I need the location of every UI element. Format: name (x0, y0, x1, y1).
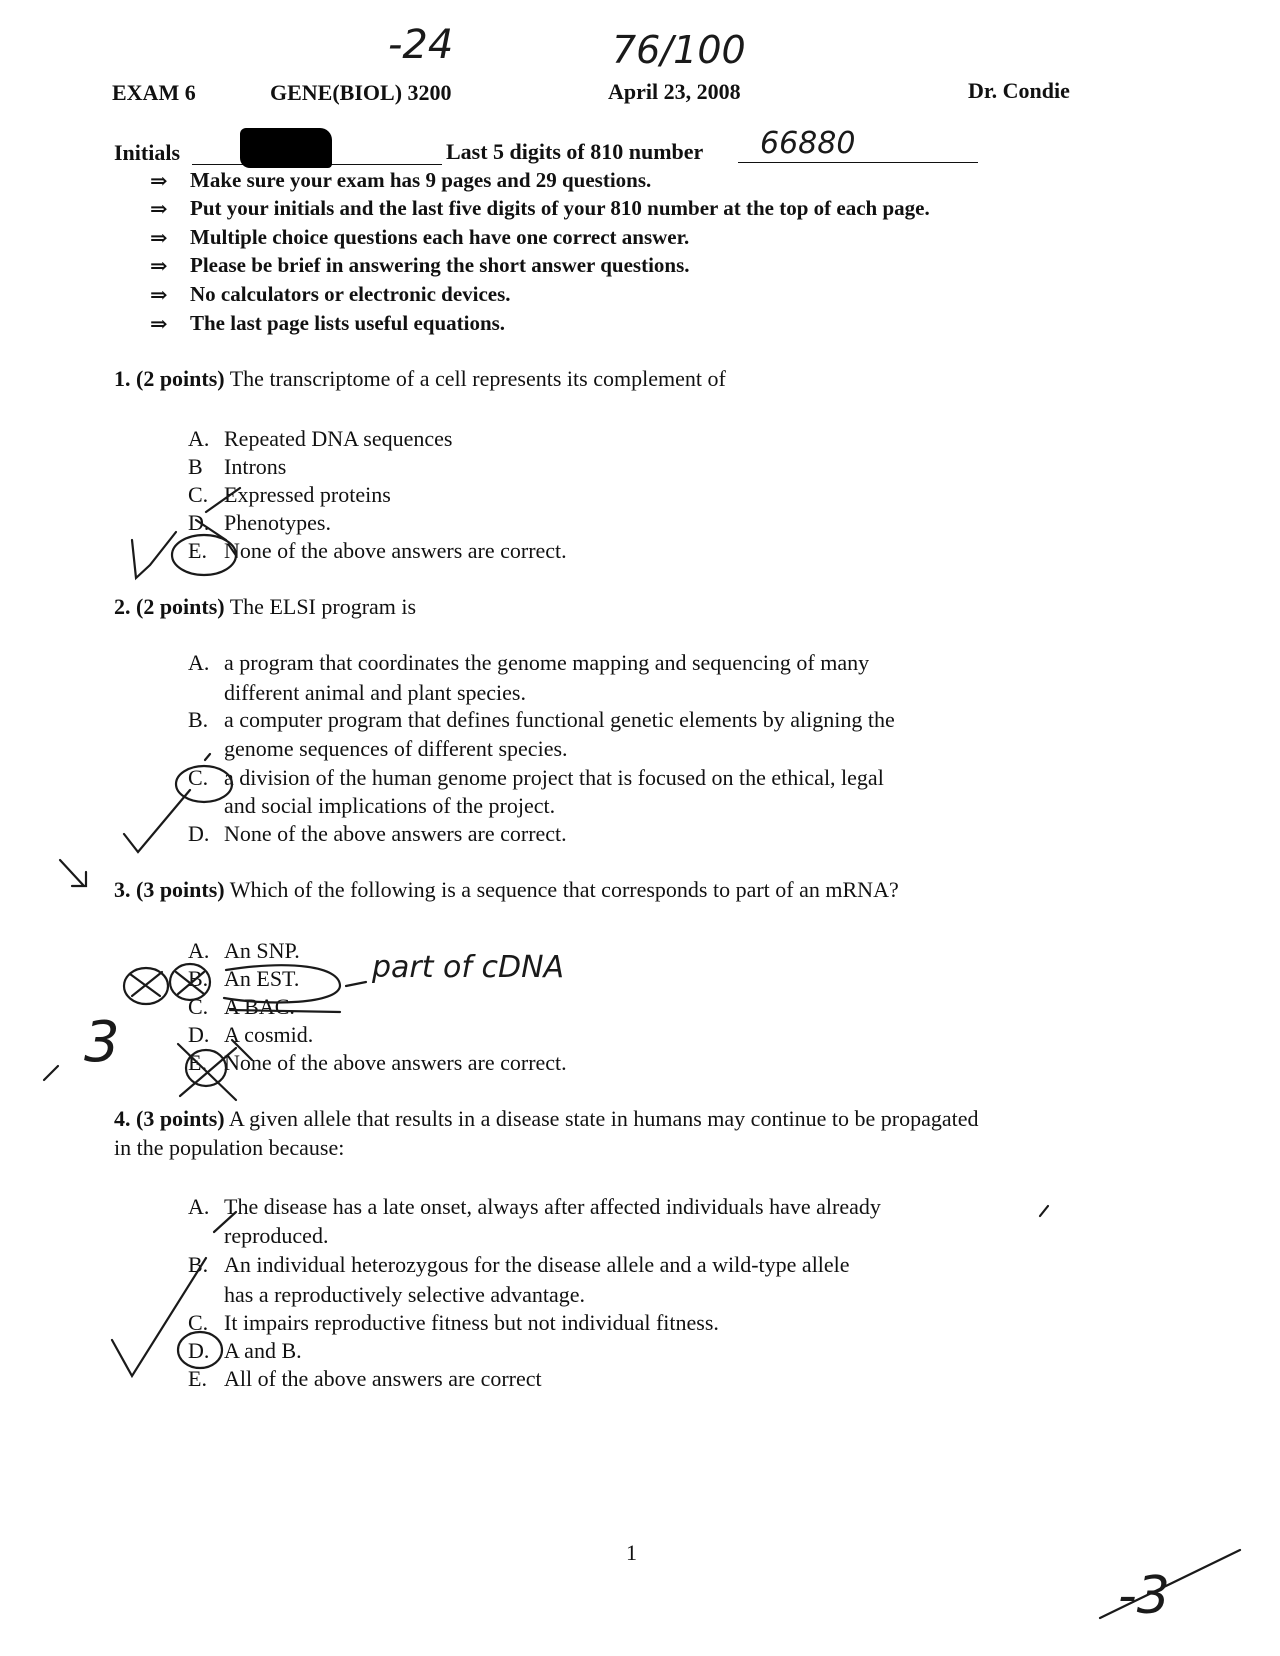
strike-q1-d (196, 520, 226, 540)
option-text: A BAC. (224, 994, 295, 1019)
instruction-item: The last page lists useful equations. (190, 311, 506, 335)
option-letter: C. (188, 994, 209, 1019)
option-letter: E. (188, 1366, 207, 1391)
question-points: (3 points) (136, 877, 225, 902)
option-letter: C. (188, 765, 209, 790)
arrow-mark (60, 860, 86, 886)
strike-q1-c (206, 488, 240, 512)
instructor-name: Dr. Condie (968, 78, 1070, 103)
option-text: None of the above answers are correct. (224, 821, 567, 846)
option-letter: A. (188, 650, 210, 675)
question-text-continued: in the population because: (114, 1135, 345, 1160)
option-letter: E. (188, 538, 207, 563)
instruction-item: Please be brief in answering the short answer questions. (190, 253, 690, 277)
option-letter: B. (188, 966, 209, 991)
instruction-item: No calculators or electronic devices. (190, 282, 511, 306)
option-text: None of the above answers are correct. (224, 538, 567, 563)
strike-q4-a (214, 1212, 236, 1232)
option-text-continued: reproduced. (224, 1223, 329, 1248)
circle-q3-b (224, 965, 340, 1002)
option-text: Introns (224, 454, 287, 479)
option-text: An EST. (224, 966, 300, 991)
question-text: The ELSI program is (229, 594, 417, 619)
exam-label: EXAM 6 (112, 80, 196, 105)
instruction-arrow-icon: ⇒ (150, 197, 168, 221)
question-number: 3. (114, 877, 131, 902)
option-letter: C. (188, 482, 209, 507)
option-text: All of the above answers are correct (224, 1366, 542, 1391)
option-text: a computer program that defines functional genetic elements by aligning the (224, 707, 895, 732)
handwritten-score: 76/100 (612, 28, 746, 72)
id-label: Last 5 digits of 810 number (446, 139, 704, 164)
option-letter: C. (188, 1310, 209, 1335)
option-text-continued: genome sequences of different species. (224, 736, 568, 761)
course-label: GENE(BIOL) 3200 (270, 80, 452, 105)
circle-q4-d (178, 1332, 222, 1368)
circle-q3-e (186, 1050, 226, 1086)
option-letter: B. (188, 707, 209, 732)
question-points: (2 points) (136, 366, 225, 391)
handwritten-q3-note: part of cDNA (372, 950, 565, 985)
initials-label: Initials (114, 140, 181, 165)
option-letter: A. (188, 1194, 210, 1219)
handwritten-page-bottom: -3 (1118, 1566, 1170, 1626)
tick-q2-b (205, 754, 210, 760)
check-mark-q4 (112, 1258, 206, 1376)
option-letter: D. (188, 1338, 210, 1363)
bottom-scribble (1100, 1550, 1240, 1618)
option-text: Repeated DNA sequences (224, 426, 453, 451)
option-text: An individual heterozygous for the disease allele and a wild-type allele (224, 1252, 850, 1277)
option-letter: B. (188, 1252, 209, 1277)
tick-q4-right (1040, 1206, 1048, 1216)
option-text: Phenotypes. (224, 510, 331, 535)
dash-q3-note (346, 982, 366, 986)
handwritten-deduction: -24 (388, 22, 454, 68)
question-text: Which of the following is a sequence that corresponds to part of an mRNA? (229, 877, 899, 902)
option-text-continued: and social implications of the project. (224, 793, 556, 818)
instruction-arrow-icon: ⇒ (150, 283, 168, 307)
question-number: 2. (114, 594, 131, 619)
check-mark-q2 (124, 790, 190, 852)
question-points: (3 points) (136, 1106, 225, 1131)
question-number: 4. (114, 1106, 131, 1131)
question-number: 1. (114, 366, 131, 391)
option-letter: A. (188, 426, 210, 451)
handwritten-id-digits: 66880 (760, 126, 856, 161)
option-letter: D. (188, 1022, 210, 1047)
instruction-arrow-icon: ⇒ (150, 169, 168, 193)
option-text: It impairs reproductive fitness but not individual fitness. (224, 1310, 719, 1335)
option-text: A and B. (224, 1338, 302, 1363)
strike-q3-c (230, 1010, 340, 1012)
option-letter: B (188, 454, 203, 479)
option-text: Expressed proteins (224, 482, 391, 507)
option-letter: D. (188, 821, 210, 846)
option-text: A cosmid. (224, 1022, 314, 1047)
option-text: None of the above answers are correct. (224, 1050, 567, 1075)
option-letter: E. (188, 1050, 207, 1075)
question-text: The transcriptome of a cell represents its complement of (229, 366, 726, 391)
option-text-continued: different animal and plant species. (224, 680, 526, 705)
option-text: The disease has a late onset, always after affected individuals have already (224, 1194, 881, 1219)
question-text: A given allele that results in a disease state in humans may continue to be propagated (228, 1106, 979, 1131)
tick-q3-left (44, 1066, 58, 1080)
instruction-arrow-icon: ⇒ (150, 254, 168, 278)
check-mark-q1 (132, 532, 176, 578)
instruction-arrow-icon: ⇒ (150, 312, 168, 336)
instruction-item: Put your initials and the last five digits of your 810 number at the top of each page. (190, 196, 930, 220)
instruction-item: Multiple choice questions each have one correct answer. (190, 225, 690, 249)
option-text: An SNP. (224, 938, 300, 963)
option-text-continued: has a reproductively selective advantage. (224, 1282, 586, 1307)
option-letter: D. (188, 510, 210, 535)
option-text: a division of the human genome project that is focused on the ethical, legal (224, 765, 884, 790)
instruction-arrow-icon: ⇒ (150, 226, 168, 250)
option-text: a program that coordinates the genome mapping and sequencing of many (224, 650, 870, 675)
page-number: 1 (626, 1540, 637, 1565)
question-points: (2 points) (136, 594, 225, 619)
exam-date: April 23, 2008 (608, 79, 741, 104)
handwritten-q3-points: 3 (84, 1010, 120, 1075)
option-letter: A. (188, 938, 210, 963)
instruction-item: Make sure your exam has 9 pages and 29 questions. (190, 168, 652, 192)
